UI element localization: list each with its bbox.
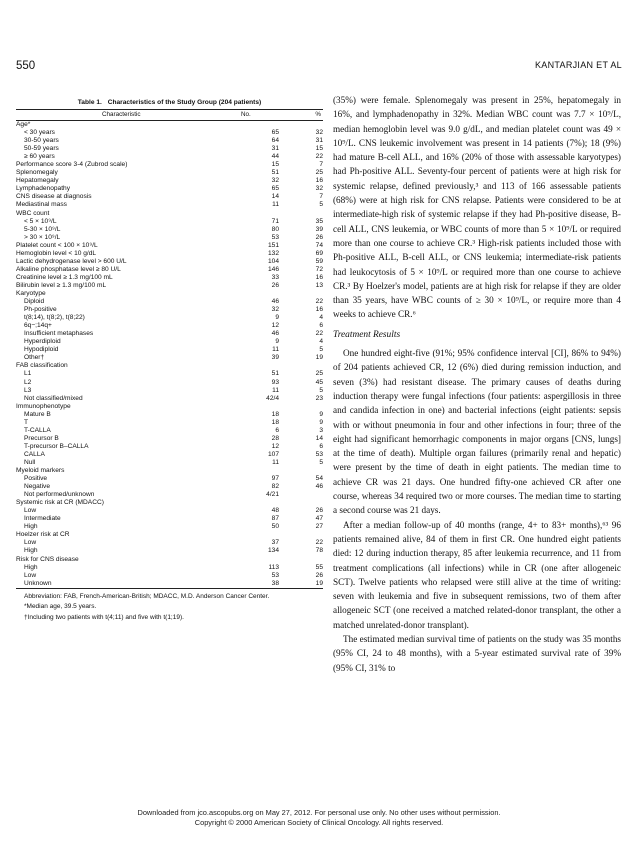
row-percent: 19 bbox=[315, 579, 323, 587]
table-row bbox=[16, 451, 323, 459]
table-row bbox=[16, 266, 323, 274]
row-label: Mature B bbox=[24, 410, 51, 418]
table-row bbox=[16, 435, 323, 443]
row-count: 82 bbox=[271, 483, 279, 491]
table-title: Characteristics of the Study Group (204 patients) bbox=[107, 99, 262, 106]
row-count: 11 bbox=[272, 458, 279, 466]
row-label: Lymphadenopathy bbox=[16, 185, 71, 193]
row-percent: 5 bbox=[319, 386, 323, 394]
row-label: Lactic dehydrogenase level > 600 U/L bbox=[16, 257, 127, 265]
row-percent: 4 bbox=[319, 314, 323, 322]
row-percent: 31 bbox=[315, 137, 323, 145]
table-bottom-rule bbox=[16, 588, 323, 589]
row-count: 14 bbox=[271, 193, 279, 201]
table-row bbox=[16, 467, 323, 475]
row-percent: 25 bbox=[315, 169, 323, 177]
row-percent: 35 bbox=[315, 217, 323, 225]
table-label: Table 1. bbox=[77, 99, 102, 106]
row-percent: 9 bbox=[319, 418, 323, 426]
row-count: 53 bbox=[271, 233, 279, 241]
row-percent bbox=[279, 499, 323, 507]
table-row bbox=[16, 523, 323, 531]
body-paragraph-3: After a median follow-up of 40 months (range, 4+ to 83+ months),⁶³ 96 patients remained alive, 84 of them in first CR. One hundred eight patients died: 12 during induction therapy, 85 after leukemia recurrence, and 11 from treatment complications (all infections) while in CR (one after allogeneic SCT). Twelve patients who relapsed were still alive at the time of writing: seven with leukemia and five in subsequent remissions, two of them after allogeneic SCT (one received a matched related-donor transplant, the other a matched unrelated-donor transplant). bbox=[333, 519, 621, 630]
row-percent: 53 bbox=[315, 450, 323, 458]
row-count: 4/21 bbox=[266, 491, 279, 499]
table-row bbox=[16, 201, 323, 209]
row-label: Other† bbox=[24, 354, 45, 362]
footnote-other: †Including two patients with t(4;11) and five with t(1;19). bbox=[24, 613, 184, 621]
row-count: 32 bbox=[271, 177, 279, 185]
row-count: 32 bbox=[271, 306, 279, 314]
row-percent: 25 bbox=[315, 370, 323, 378]
row-label: Low bbox=[24, 539, 37, 547]
row-count: 50 bbox=[271, 523, 279, 531]
row-label: Hoelzer risk at CR bbox=[16, 531, 70, 539]
row-count: 12 bbox=[271, 442, 279, 450]
row-label: Creatinine level ≥ 1.3 mg/100 mL bbox=[16, 273, 113, 281]
table-row bbox=[16, 379, 323, 387]
row-percent: 32 bbox=[315, 129, 323, 137]
table-row bbox=[16, 298, 323, 306]
row-label: Unknown bbox=[24, 579, 52, 587]
row-percent: 55 bbox=[315, 563, 323, 571]
section-heading: Treatment Results bbox=[333, 329, 401, 340]
body-paragraph-1: (35%) were female. Splenomegaly was present in 25%, hepatomegaly in 16%, and lymphadenopathy in 32%. Median WBC count was 7.7 × 10⁹/L, median hemoglobin level was 9.0 g/dL, and median platelet count was 49 × 10⁹/L. CNS leukemic involvement was present in 14 patients (7%); 18 (9%) had mature B-cell ALL, and 16% (20% of those with assessable karyotypes) had Ph-positive ALL. Seventy-four percent of patients were at high risk for systemic relapse, defined previously,³ and 113 of 166 assessable patients (68%) were at high risk for CNS relapse. Patients were considered to be at intermediate-high risk of systemic relapse if they had Ph-positive disease, B-cell ALL, CNS leukemia, or WBC counts of more than 5 × 10⁹/L or required more than one course to achieve CR.³ High-risk patients included those with Ph-positive ALL, B-cell ALL, or CNS leukemia; intermediate-risk patients had leukocytosis of 5 × 10⁹/L or required more than one course to achieve CR.³ By Hoelzer's model, patients are at high risk for relapse if they are older than 35 years, have WBC counts of ≥ 30 × 10⁹/L, or require more than 4 weeks to achieve CR.⁶ bbox=[333, 95, 621, 320]
table-row bbox=[16, 161, 323, 169]
col-header-pct: % bbox=[315, 111, 321, 118]
row-label: Hepatomegaly bbox=[16, 177, 59, 185]
row-count: 44 bbox=[271, 153, 279, 161]
row-label: WBC count bbox=[16, 209, 50, 217]
row-count: 39 bbox=[271, 354, 279, 362]
table-row bbox=[16, 411, 323, 419]
row-count: 9 bbox=[275, 314, 279, 322]
row-label: Bilirubin level ≥ 1.3 mg/100 mL bbox=[16, 281, 107, 289]
row-label: Hypodiploid bbox=[24, 346, 59, 354]
row-label: > 30 × 10⁹/L bbox=[24, 233, 61, 241]
row-percent bbox=[279, 362, 323, 370]
row-label: Mediastinal mass bbox=[16, 201, 67, 209]
row-percent: 9 bbox=[319, 410, 323, 418]
row-label: Systemic risk at CR (MDACC) bbox=[16, 499, 104, 507]
row-label: Karyotype bbox=[16, 289, 46, 297]
running-author: KANTARJIAN ET AL bbox=[535, 60, 622, 70]
row-percent: 45 bbox=[315, 378, 323, 386]
row-count: 104 bbox=[267, 257, 279, 265]
row-percent: 26 bbox=[315, 507, 323, 515]
table-row bbox=[16, 282, 323, 290]
row-percent: 27 bbox=[315, 523, 323, 531]
row-percent: 16 bbox=[315, 177, 323, 185]
col-header-characteristic: Characteristic bbox=[102, 111, 141, 118]
row-label: Diploid bbox=[24, 298, 45, 306]
row-label: High bbox=[24, 547, 38, 555]
table-row bbox=[16, 330, 323, 338]
row-percent: 26 bbox=[315, 571, 323, 579]
table-row bbox=[16, 491, 323, 499]
row-count: 134 bbox=[267, 547, 279, 555]
row-label: L1 bbox=[24, 370, 32, 378]
row-count: 11 bbox=[272, 346, 279, 354]
row-count: 65 bbox=[271, 185, 279, 193]
row-percent: 39 bbox=[315, 225, 323, 233]
row-label: < 5 × 10⁹/L bbox=[24, 217, 57, 225]
row-percent: 26 bbox=[315, 233, 323, 241]
row-percent: 7 bbox=[319, 161, 323, 169]
table-1 bbox=[16, 97, 323, 624]
row-percent: 22 bbox=[315, 539, 323, 547]
row-label: T-CALLA bbox=[24, 426, 51, 434]
table-row bbox=[16, 362, 323, 370]
table-row bbox=[16, 459, 323, 467]
row-count: 18 bbox=[271, 410, 279, 418]
row-count: 33 bbox=[271, 273, 279, 281]
row-percent: 54 bbox=[315, 475, 323, 483]
row-percent: 22 bbox=[315, 153, 323, 161]
row-percent: 5 bbox=[319, 346, 323, 354]
row-percent: 16 bbox=[315, 273, 323, 281]
row-percent: 5 bbox=[319, 458, 323, 466]
row-percent bbox=[279, 290, 323, 298]
row-count bbox=[209, 210, 279, 218]
table-row bbox=[16, 242, 323, 250]
table-row bbox=[16, 580, 323, 588]
table-row bbox=[16, 185, 323, 193]
row-percent: 22 bbox=[315, 298, 323, 306]
row-count bbox=[209, 467, 279, 475]
row-label: Ph-positive bbox=[24, 306, 57, 314]
row-percent bbox=[279, 403, 323, 411]
row-label: Low bbox=[24, 507, 37, 515]
table-row bbox=[16, 274, 323, 282]
row-label: Negative bbox=[24, 483, 51, 491]
row-count: 71 bbox=[271, 217, 279, 225]
table-header-row bbox=[16, 110, 323, 120]
row-count bbox=[209, 403, 279, 411]
col-header-no: No. bbox=[241, 111, 251, 118]
row-count: 107 bbox=[267, 450, 279, 458]
row-label: 50-59 years bbox=[24, 145, 59, 153]
table-row bbox=[16, 475, 323, 483]
row-percent: 4 bbox=[319, 338, 323, 346]
row-count: 46 bbox=[271, 330, 279, 338]
row-label: ≥ 60 years bbox=[24, 153, 55, 161]
row-percent: 15 bbox=[315, 145, 323, 153]
table-row bbox=[16, 145, 323, 153]
table-row bbox=[16, 539, 323, 547]
row-percent bbox=[279, 467, 323, 475]
row-count: 46 bbox=[271, 298, 279, 306]
row-label: T-precursor B–CALLA bbox=[24, 442, 89, 450]
table-row bbox=[16, 483, 323, 491]
row-percent: 7 bbox=[319, 193, 323, 201]
table-row bbox=[16, 290, 323, 298]
row-label: L3 bbox=[24, 386, 32, 394]
row-label: High bbox=[24, 563, 38, 571]
row-percent: 78 bbox=[315, 547, 323, 555]
footnote-abbrev: Abbreviation: FAB, French-American-British; MDACC, M.D. Anderson Cancer Center. bbox=[24, 592, 270, 600]
table-row bbox=[16, 531, 323, 539]
row-label: Positive bbox=[24, 475, 48, 483]
row-label: t(8;14), t(8;2), t(8;22) bbox=[24, 314, 85, 322]
row-percent bbox=[279, 491, 323, 499]
table-row bbox=[16, 564, 323, 572]
table-row bbox=[16, 443, 323, 451]
row-count: 11 bbox=[272, 201, 279, 209]
row-label: Risk for CNS disease bbox=[16, 555, 79, 563]
page-number: 550 bbox=[16, 60, 36, 72]
row-count bbox=[209, 556, 279, 564]
table-row bbox=[16, 169, 323, 177]
table-row bbox=[16, 346, 323, 354]
table-row bbox=[16, 387, 323, 395]
row-percent: 6 bbox=[319, 442, 323, 450]
row-count: 18 bbox=[271, 418, 279, 426]
row-label: CALLA bbox=[24, 450, 45, 458]
row-label: Alkaline phosphatase level ≥ 80 U/L bbox=[16, 265, 121, 273]
table-row bbox=[16, 515, 323, 523]
row-count bbox=[209, 531, 279, 539]
row-percent bbox=[279, 531, 323, 539]
row-count: 51 bbox=[271, 370, 279, 378]
row-count bbox=[209, 499, 279, 507]
row-count: 48 bbox=[271, 507, 279, 515]
row-count: 64 bbox=[271, 137, 279, 145]
row-count: 146 bbox=[267, 265, 279, 273]
table-row bbox=[16, 419, 323, 427]
row-count bbox=[209, 121, 279, 129]
table-caption bbox=[16, 97, 323, 109]
row-percent: 16 bbox=[315, 306, 323, 314]
table-row bbox=[16, 354, 323, 362]
row-count: 87 bbox=[271, 515, 279, 523]
row-count: 97 bbox=[271, 475, 279, 483]
row-percent: 13 bbox=[315, 281, 323, 289]
row-count: 113 bbox=[268, 563, 279, 571]
table-row bbox=[16, 314, 323, 322]
row-count: 132 bbox=[267, 249, 279, 257]
table-row bbox=[16, 193, 323, 201]
row-percent bbox=[279, 556, 323, 564]
row-label: Performance score 3-4 (Zubrod scale) bbox=[16, 161, 128, 169]
row-count: 11 bbox=[272, 386, 279, 394]
table-row bbox=[16, 306, 323, 314]
row-label: 6q−;14q+ bbox=[24, 322, 52, 330]
row-percent: 47 bbox=[315, 515, 323, 523]
table-row bbox=[16, 507, 323, 515]
table-row bbox=[16, 322, 323, 330]
row-label: Age* bbox=[16, 121, 31, 128]
row-count: 38 bbox=[271, 579, 279, 587]
row-count: 42/4 bbox=[266, 394, 279, 402]
row-percent: 72 bbox=[315, 265, 323, 273]
table-row bbox=[16, 121, 323, 129]
table-row bbox=[16, 137, 323, 145]
table-row bbox=[16, 177, 323, 185]
row-percent: 69 bbox=[315, 249, 323, 257]
row-label: Precursor B bbox=[24, 434, 59, 442]
body-paragraph-4: The estimated median survival time of patients on the study was 35 months (95% CI, 24 to 48 months), with a 5-year estimated survival rate of 39% (95% CI, 31% to bbox=[333, 633, 621, 673]
row-count: 31 bbox=[271, 145, 279, 153]
table-row bbox=[16, 210, 323, 218]
body-text-column bbox=[333, 93, 621, 675]
row-percent: 6 bbox=[319, 322, 323, 330]
row-percent: 3 bbox=[319, 426, 323, 434]
table-footnotes bbox=[16, 592, 323, 624]
row-count: 80 bbox=[271, 225, 279, 233]
footer-download-line: Downloaded from jco.ascopubs.org on May 27, 2012. For personal use only. No other uses without permission. bbox=[137, 808, 501, 817]
row-count: 26 bbox=[271, 281, 279, 289]
row-label: Platelet count < 100 × 10⁹/L bbox=[16, 241, 98, 249]
row-label: Low bbox=[24, 571, 37, 579]
row-count: 65 bbox=[271, 129, 279, 137]
table-row bbox=[16, 395, 323, 403]
row-count: 37 bbox=[271, 539, 279, 547]
row-percent: 5 bbox=[319, 201, 323, 209]
row-label: L2 bbox=[24, 378, 32, 386]
running-header bbox=[16, 60, 622, 76]
table-row bbox=[16, 547, 323, 555]
table-row bbox=[16, 129, 323, 137]
row-label: Myeloid markers bbox=[16, 467, 65, 475]
row-percent: 59 bbox=[315, 257, 323, 265]
row-percent: 22 bbox=[315, 330, 323, 338]
row-label: High bbox=[24, 523, 38, 531]
row-label: FAB classification bbox=[16, 362, 68, 370]
row-percent bbox=[279, 121, 323, 129]
row-label: Null bbox=[24, 458, 36, 466]
row-label: Splenomegaly bbox=[16, 169, 58, 177]
table-row bbox=[16, 153, 323, 161]
row-count: 15 bbox=[271, 161, 279, 169]
table-row bbox=[16, 250, 323, 258]
row-percent: 74 bbox=[315, 241, 323, 249]
table-row bbox=[16, 556, 323, 564]
row-label: Hyperdiploid bbox=[24, 338, 61, 346]
row-percent bbox=[279, 210, 323, 218]
footer-copyright-line: Copyright © 2000 American Society of Clinical Oncology. All rights reserved. bbox=[194, 818, 444, 827]
table-row bbox=[16, 234, 323, 242]
row-percent: 14 bbox=[315, 434, 323, 442]
table-row bbox=[16, 403, 323, 411]
row-percent: 19 bbox=[315, 354, 323, 362]
download-footer bbox=[0, 808, 638, 828]
row-count: 9 bbox=[275, 338, 279, 346]
table-row bbox=[16, 572, 323, 580]
table-row bbox=[16, 338, 323, 346]
row-count: 28 bbox=[271, 434, 279, 442]
row-label: Insufficient metaphases bbox=[24, 330, 94, 338]
row-percent: 32 bbox=[315, 185, 323, 193]
footnote-age: *Median age, 39.5 years. bbox=[24, 603, 97, 611]
row-count: 6 bbox=[275, 426, 279, 434]
row-count: 93 bbox=[271, 378, 279, 386]
row-label: Not classified/mixed bbox=[24, 394, 83, 402]
row-count: 12 bbox=[271, 322, 279, 330]
row-count bbox=[209, 290, 279, 298]
table-row bbox=[16, 226, 323, 234]
row-label: 5-30 × 10⁹/L bbox=[24, 225, 61, 233]
row-label: T bbox=[24, 418, 29, 426]
row-count: 53 bbox=[271, 571, 279, 579]
row-label: Intermediate bbox=[24, 515, 61, 523]
row-label: Hemoglobin level < 10 g/dL bbox=[16, 249, 97, 257]
row-label: Not performed/unknown bbox=[24, 491, 95, 499]
table-row bbox=[16, 499, 323, 507]
row-count: 51 bbox=[271, 169, 279, 177]
row-label: < 30 years bbox=[24, 129, 55, 137]
body-paragraph-2: One hundred eight-five (91%; 95% confidence interval [CI], 86% to 94%) of 204 patients achieved CR, 12 (6%) died during remission induction, and seven (3%) had resistant disease. The primary causes of deaths during induction therapy were fungal infections (four patients: aspergillosis in three and candida infection in one) and bacterial infections (eight patients: sepsis with or without pneumonia in four and other infections in four; three of the eight had significant hemorrhagic components in major organs [CNS, lungs] at the time of death). Multiple organ failures (primarily renal and hepatic) were present by the time of death in eight patients. The median time to achieve CR was 21 days. One hundred fifty-one achieved CR after one course, whereas 34 required two or more courses. The median time to starting a second course was 21 days. bbox=[333, 348, 621, 516]
table-body bbox=[16, 121, 323, 588]
row-count bbox=[209, 362, 279, 370]
table-row bbox=[16, 218, 323, 226]
row-label: CNS disease at diagnosis bbox=[16, 193, 92, 201]
row-count: 151 bbox=[267, 241, 279, 249]
row-label: Immunophenotype bbox=[16, 402, 71, 410]
table-row bbox=[16, 370, 323, 378]
row-label: 30-50 years bbox=[24, 137, 59, 145]
table-row bbox=[16, 427, 323, 435]
row-percent: 46 bbox=[315, 483, 323, 491]
row-percent: 23 bbox=[315, 394, 323, 402]
table-row bbox=[16, 258, 323, 266]
